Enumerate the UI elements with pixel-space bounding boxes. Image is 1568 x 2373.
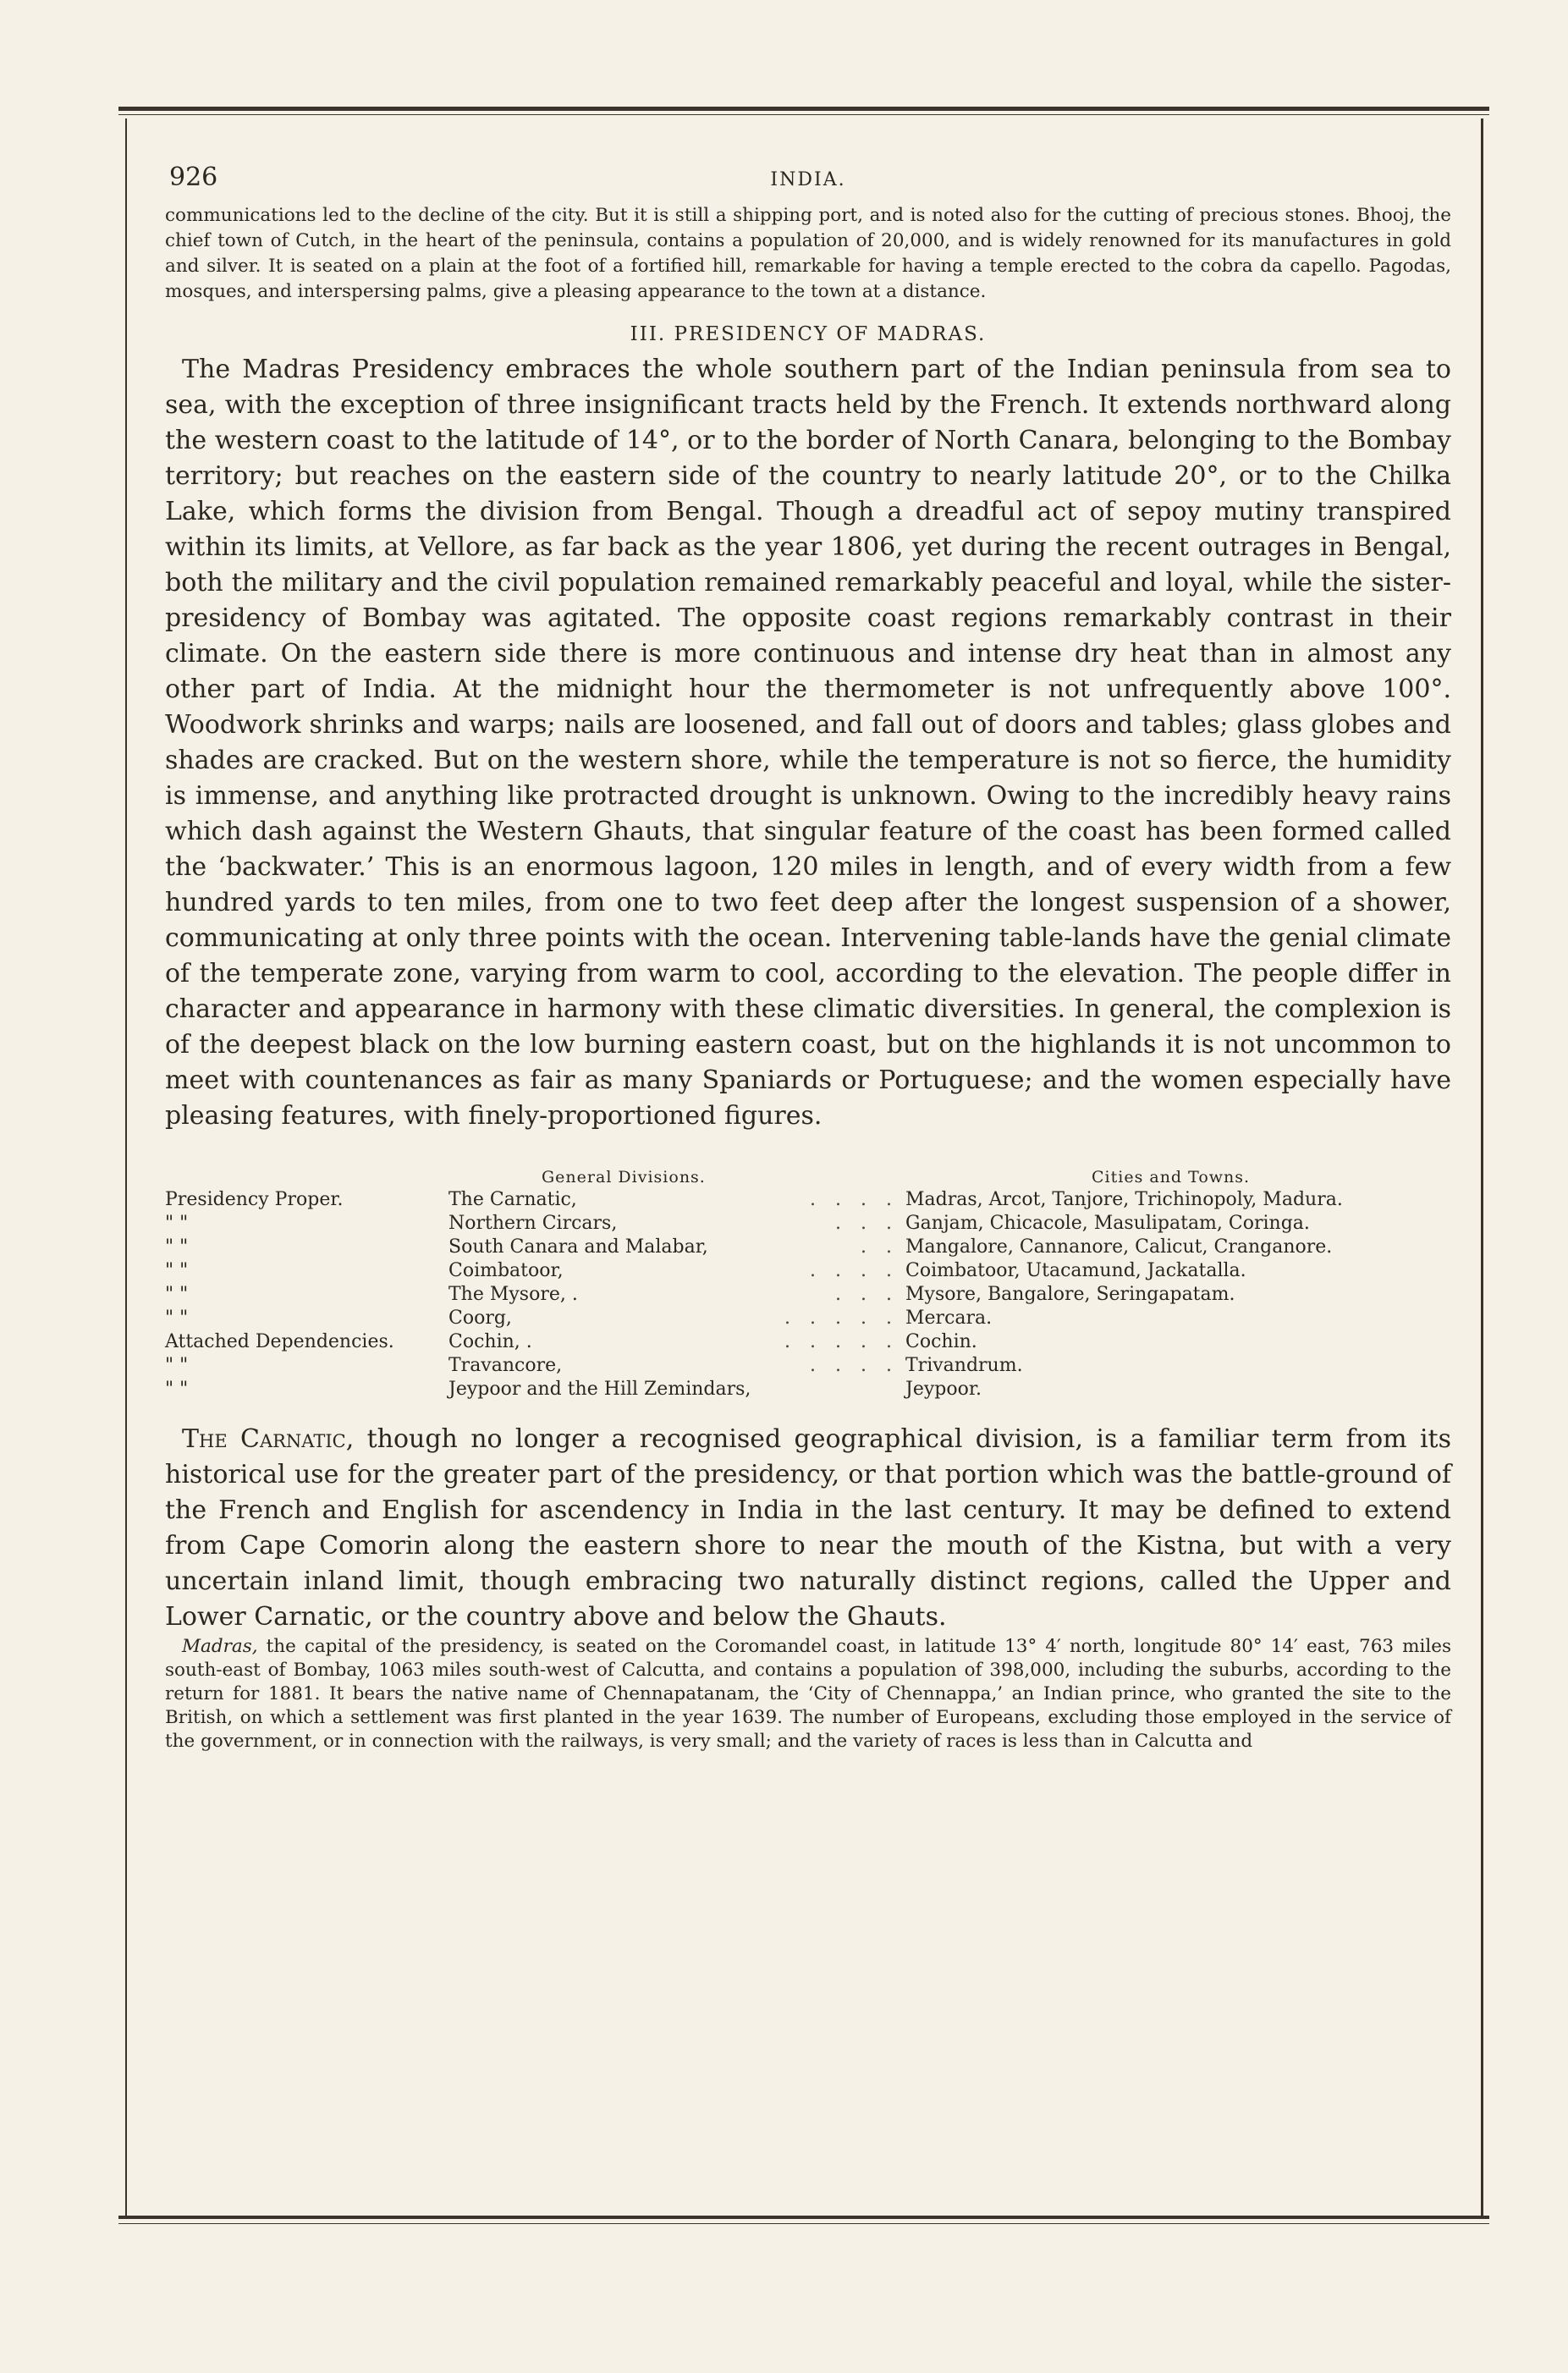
- carnatic-text: though no longer a recognised geographical division, is a familiar term from its historical use for the greater part of the presidency, or that portion which was the battle-ground of the French and English for ascendency in India in the last century. It may be defined to extend from Cape Comorin along the eastern shore to near the mouth of the Kistna, but with a very uncertain inland limit, though embracing two naturally distinct regions, called the Upper and Lower Carnatic, or the country above and below the Ghauts.: [165, 1424, 1451, 1632]
- division-cities: Ganjam, Chicacole, Masulipatam, Coringa.: [905, 1213, 1310, 1234]
- carnatic-lead: The Carnatic,: [182, 1424, 355, 1454]
- division-name-cell: [448, 1330, 905, 1354]
- division-name: Cochin, .: [448, 1331, 532, 1352]
- division-cities: Coimbatoor, Utacamund, Jackatalla.: [905, 1260, 1246, 1281]
- division-cities: Mysore, Bangalore, Seringapatam.: [905, 1284, 1235, 1305]
- section-heading: III. PRESIDENCY OF MADRAS.: [630, 323, 987, 345]
- division-name: Coimbatoor,: [448, 1260, 564, 1281]
- division-row: [165, 1212, 1451, 1236]
- leader-dots: . . . . .: [784, 1331, 899, 1352]
- division-cities: Cochin.: [905, 1331, 977, 1352]
- madras-paragraph: [165, 1635, 1451, 1754]
- division-row: [165, 1259, 1451, 1283]
- division-row: [165, 1330, 1451, 1354]
- division-row: [165, 1307, 1451, 1330]
- divisions-table: [165, 1168, 1451, 1401]
- top-rule-thin: [118, 114, 1489, 115]
- division-row: [165, 1378, 1451, 1401]
- division-name-cell: [448, 1259, 905, 1283]
- division-cities: Mangalore, Cannanore, Calicut, Cranganore.: [905, 1236, 1333, 1258]
- division-name: Travancore,: [448, 1355, 563, 1376]
- leader-dots: . . . .: [810, 1355, 899, 1376]
- division-name-cell: [448, 1354, 905, 1378]
- division-group: " ": [165, 1308, 189, 1329]
- division-group: " ": [165, 1236, 189, 1258]
- madras-text: the capital of the presidency, is seated on the Coromandel coast, in latitude 13° 4′ north, longitude 80° 14′ east, 763 miles south-east of Bombay, 1063 miles south-west of Calcutta, and contains a population of 398,000, including the suburbs, according to the return for 1881. It bears the native name of Chennapatanam, the ‘City of Chennappa,’ an Indian prince, who granted the site to the British, on which a settlement was first planted in the year 1639. The number of Europeans, excluding those employed in the service of the government, or in connection with the railways, is very small; and the variety of races is less than in Calcutta and: [165, 1636, 1451, 1752]
- division-name: Jeypoor and the Hill Zemindars,: [448, 1379, 751, 1400]
- leader-dots: . . .: [835, 1213, 899, 1234]
- division-name: Coorg,: [448, 1308, 512, 1329]
- division-name-cell: [448, 1283, 905, 1307]
- col-cities-towns: Cities and Towns.: [1092, 1168, 1251, 1186]
- leader-dots: . . .: [835, 1284, 899, 1305]
- bottom-rule-thin: [118, 2223, 1489, 2224]
- division-group: Presidency Proper.: [165, 1189, 344, 1210]
- division-row: [165, 1236, 1451, 1259]
- madras-lead: Madras,: [182, 1636, 258, 1657]
- division-group: " ": [165, 1260, 189, 1281]
- division-name-cell: [448, 1378, 905, 1401]
- carnatic-paragraph: [165, 1422, 1451, 1635]
- division-name-cell: [448, 1236, 905, 1259]
- division-group: Attached Dependencies.: [165, 1331, 394, 1352]
- running-title: INDIA.: [770, 169, 846, 190]
- division-group: " ": [165, 1355, 189, 1376]
- page-content: [165, 144, 1451, 1754]
- division-cities: Madras, Arcot, Tanjore, Trichinopoly, Madura.: [905, 1189, 1343, 1210]
- division-row: [165, 1283, 1451, 1307]
- division-name: The Carnatic,: [448, 1189, 577, 1210]
- division-name-cell: [448, 1188, 905, 1212]
- leader-dots: . . . . .: [784, 1308, 899, 1329]
- intro-paragraph: communications led to the decline of the city. But it is still a shipping port, and is noted also for the cutting of precious stones. Bhooj, the chief town of Cutch, in the heart of the peninsula, contains a population of 20,000, and is widely renowned for its manufactures in gold and silver. It is seated on a plain at the foot of a fortified hill, remarkable for having a temple erected to the cobra da capello. Pagodas, mosques, and interspersing palms, give a pleasing appearance to the town at a distance.: [165, 205, 1451, 302]
- leader-dots: . . . .: [810, 1260, 899, 1281]
- col-general-divisions: General Divisions.: [542, 1168, 706, 1186]
- leader-dots: . .: [861, 1236, 899, 1258]
- division-cities: Mercara.: [905, 1308, 993, 1329]
- division-group: " ": [165, 1379, 189, 1400]
- division-name-cell: [448, 1307, 905, 1330]
- division-name: South Canara and Malabar,: [448, 1236, 708, 1258]
- bottom-rule: [118, 2216, 1489, 2219]
- division-group: " ": [165, 1213, 189, 1234]
- division-name: Northern Circars,: [448, 1213, 618, 1234]
- division-group: " ": [165, 1284, 189, 1305]
- main-paragraph: The Madras Presidency embraces the whole southern part of the Indian peninsula from sea to sea, with the exception of three insignificant tracts held by the French. It extends northward along the western coast to the latitude of 14°, or to the border of North Canara, belonging to the Bombay territory; but reaches on the eastern side of the country to nearly latitude 20°, or to the Chilka Lake, which forms the division from Bengal. Though a dreadful act of sepoy mutiny transpired within its limits, at Vellore, as far back as the year 1806, yet during the recent outrages in Bengal, both the military and the civil population remained remarkably peaceful and loyal, while the sister-presidency of Bombay was agitated. The opposite coast regions remarkably contrast in their climate. On the eastern side there is more continuous and intense dry heat than in almost any other part of India. At the midnight hour the thermometer is not unfrequently above 100°. Woodwork shrinks and warps; nails are loosened, and fall out of doors and tables; glass globes and shades are cracked. But on the western shore, while the temperature is not so fierce, the humidity is immense, and anything like protracted drought is unknown. Owing to the incredibly heavy rains which dash against the Western Ghauts, that singular feature of the coast has been formed called the ‘backwater.’ This is an enormous lagoon, 120 miles in length, and of every width from a few hundred yards to ten miles, from one to two feet deep after the longest suspension of a shower, communicating at only three points with the ocean. Intervening table-lands have the genial climate of the temperate zone, varying from warm to cool, according to the elevation. The people differ in character and appearance in harmony with these climatic diversities. In general, the complexion is of the deepest black on the low burning eastern coast, but on the highlands it is not uncommon to meet with countenances as fair as many Spaniards or Portuguese; and the women especially have pleasing features, with finely-proportioned figures.: [165, 355, 1451, 1131]
- page-number: 926: [169, 162, 218, 192]
- division-cities: Trivandrum.: [905, 1355, 1023, 1376]
- left-rule: [125, 118, 127, 2217]
- page-header: [165, 144, 1451, 203]
- division-name: The Mysore, .: [448, 1284, 578, 1305]
- division-row: [165, 1188, 1451, 1212]
- division-name-cell: [448, 1212, 905, 1236]
- leader-dots: . . . .: [810, 1189, 899, 1210]
- top-rule: [118, 107, 1489, 111]
- right-rule: [1481, 118, 1483, 2217]
- division-cities: Jeypoor.: [905, 1379, 982, 1400]
- division-row: [165, 1354, 1451, 1378]
